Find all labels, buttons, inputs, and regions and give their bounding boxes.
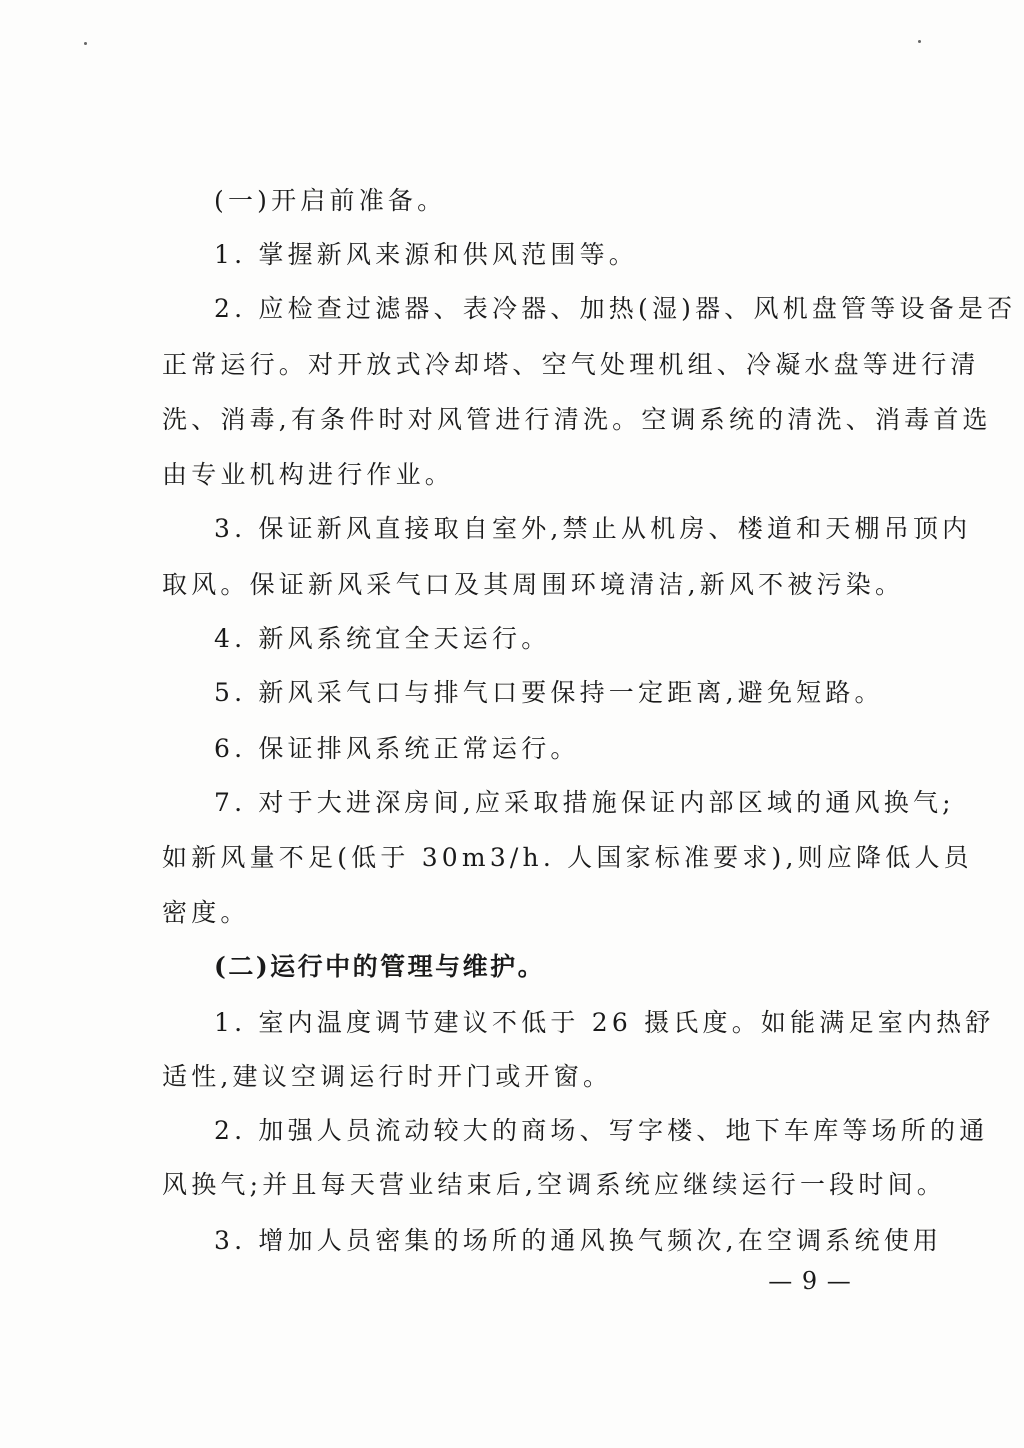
scan-speck: [918, 40, 921, 43]
paragraph-line: 适性,建议空调运行时开门或开窗。: [162, 1062, 613, 1091]
paragraph-line: 7. 对于大进深房间,应采取措施保证内部区域的通风换气;: [214, 788, 955, 817]
paragraph-line: 风换气;并且每天营业结束后,空调系统应继续运行一段时间。: [162, 1170, 946, 1199]
section-heading-preparation: (一)开启前准备。: [214, 186, 447, 215]
paragraph-line: 5. 新风采气口与排气口要保持一定距离,避免短路。: [214, 678, 884, 707]
paragraph-line: 6. 保证排风系统正常运行。: [214, 734, 580, 763]
scan-speck: [84, 42, 87, 45]
paragraph-line: 正常运行。对开放式冷却塔、空气处理机组、冷凝水盘等进行清: [162, 350, 980, 379]
paragraph-line: 1. 掌握新风来源和供风范围等。: [214, 240, 639, 269]
paragraph-line: 2. 应检查过滤器、表冷器、加热(湿)器、风机盘管等设备是否: [214, 294, 1017, 323]
paragraph-line: 3. 增加人员密集的场所的通风换气频次,在空调系统使用: [214, 1226, 943, 1255]
paragraph-line: 由专业机构进行作业。: [162, 460, 455, 489]
paragraph-line: 密度。: [162, 898, 250, 927]
paragraph-line: 取风。保证新风采气口及其周围环境清洁,新风不被污染。: [162, 570, 905, 599]
paragraph-line: 1. 室内温度调节建议不低于 26 摄氏度。如能满足室内热舒: [214, 1008, 995, 1037]
paragraph-line: 如新风量不足(低于 30m3/h. 人国家标准要求),则应降低人员: [162, 843, 973, 872]
section-heading-maintenance: (二)运行中的管理与维护。: [214, 952, 546, 981]
paragraph-line: 4. 新风系统宜全天运行。: [214, 624, 551, 653]
paragraph-line: 2. 加强人员流动较大的商场、写字楼、地下车库等场所的通: [214, 1116, 989, 1145]
paragraph-line: 洗、消毒,有条件时对风管进行清洗。空调系统的清洗、消毒首选: [162, 405, 992, 434]
paragraph-line: 3. 保证新风直接取自室外,禁止从机房、楼道和天棚吊顶内: [214, 514, 972, 543]
page-number: — 9 —: [768, 1267, 852, 1295]
